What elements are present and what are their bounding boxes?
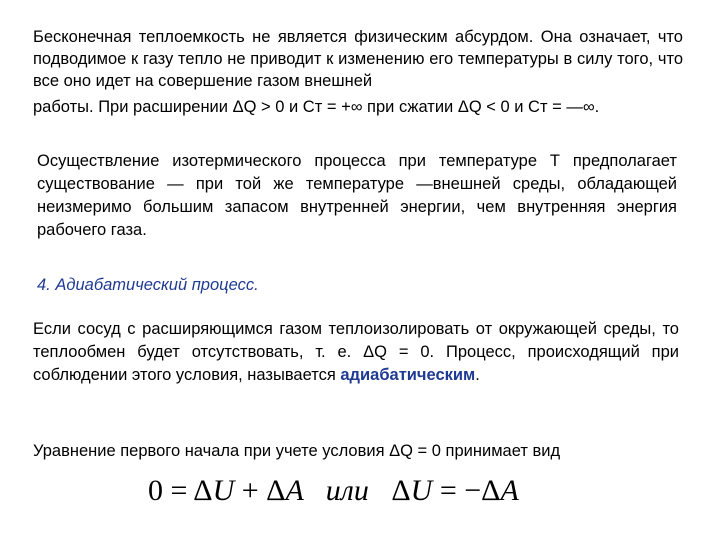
formula-plus: + Δ — [234, 474, 286, 507]
formula-var-a: A — [285, 474, 304, 507]
highlighted-term: адиабатическим — [340, 366, 476, 384]
formula-word-or: или — [303, 474, 392, 507]
paragraph-last-line: работы. При расширении ΔQ > 0 и Cт = +∞ при сжатии ΔQ < 0 и Cт = —∞. — [33, 98, 600, 116]
formula-delta: Δ — [391, 474, 411, 507]
paragraph-infinite-heat-capacity — [33, 26, 683, 118]
formula-var-u: U — [410, 474, 433, 507]
formula-var-a: A — [500, 474, 519, 507]
formula-first-law-adiabatic — [148, 474, 519, 508]
paragraph-adiabatic-definition — [33, 318, 679, 387]
paragraph-first-law: Уравнение первого начала при учете условия ΔQ = 0 принимает вид — [33, 442, 561, 460]
paragraph-text: Бесконечная теплоемкость не является физическим абсурдом. Она означает, что подводимое к газу тепло не приводит к изменению его температуры в силу того, что все оно идет на совершение газом внешней — [33, 28, 683, 90]
formula-var-u: U — [212, 474, 235, 507]
paragraph-end: . — [475, 366, 480, 384]
paragraph-isothermal-process: Осуществление изотермического процесса при температуре Т предполагает существование — при той же температуре —внешней среды, обладающей неизмеримо большим запасом внутренней энергии, чем внутренняя энергия рабочего газа. — [37, 152, 677, 239]
paragraph-text: Если сосуд с расширяющимся газом теплоизолировать от окружающей среды, то теплообмен будет отсутствовать, т. е. ΔQ = 0. Процесс, происходящий при соблюдении этого условия, называется — [33, 320, 679, 384]
formula-left: 0 = Δ — [148, 474, 213, 507]
section-heading-adiabatic: 4. Адиабатический процесс. — [37, 276, 259, 294]
formula-minus: = −Δ — [432, 474, 501, 507]
